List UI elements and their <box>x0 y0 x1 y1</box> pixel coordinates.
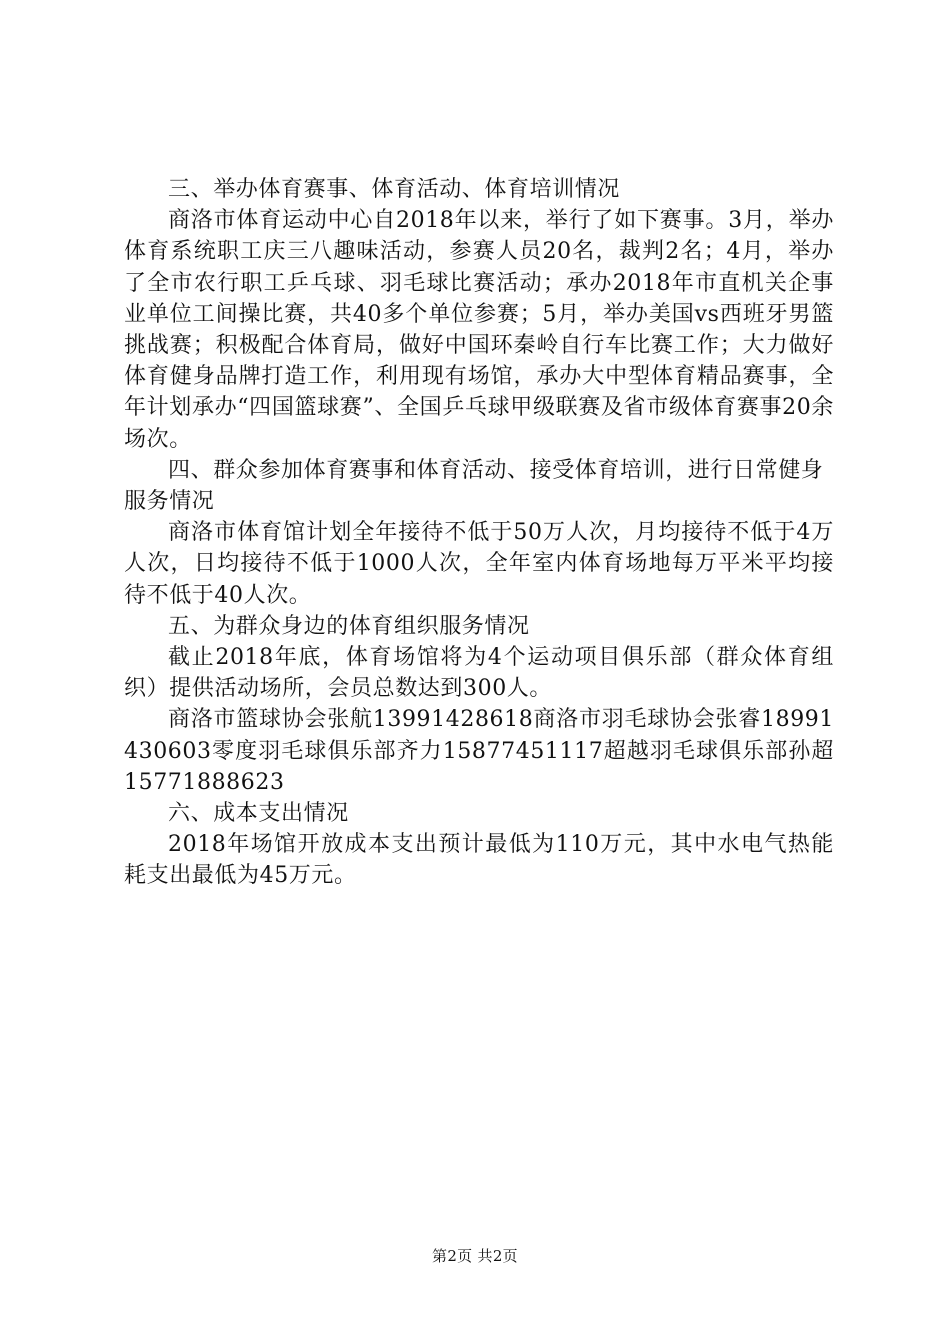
section-heading-organizations: 五、为群众身边的体育组织服务情况 <box>168 613 530 639</box>
paragraph-events: 商洛市体育运动中心自2018年以来，举行了如下赛事。3月，举办体育系统职工庆三八趣味活动，参赛人员20名，裁判2名；4月，举办了全市农行职工乒乓球、羽毛球比赛活动；承办2018年市直机关企事业单位工间操比赛，共40多个单位参赛；5月，举办美国vs西班牙男篮挑战赛；积极配合体育局，做好中国环秦岭自行车比赛工作；大力做好体育健身品牌打造工作，利用现有场馆，承办大中型体育精品赛事，全年计划承办“四国篮球赛”、全国乒乓球甲级联赛及省市级体育赛事20余场次。 <box>124 208 834 452</box>
document-body <box>124 174 834 892</box>
page-number-footer: 第2页 共2页 <box>432 1247 518 1265</box>
paragraph-organizations: 截止2018年底，体育场馆将为4个运动项目俱乐部（群众体育组织）提供活动场所，会员总数达到300人。 <box>124 645 834 702</box>
paragraph-costs: 2018年场馆开放成本支出预计最低为110万元，其中水电气热能耗支出最低为45万元。 <box>124 832 834 889</box>
section-heading-events: 三、举办体育赛事、体育活动、体育培训情况 <box>168 177 621 202</box>
paragraph-contacts: 商洛市篮球协会张航13991428618商洛市羽毛球协会张睿18991430603零度羽毛球俱乐部齐力15877451117超越羽毛球俱乐部孙超15771888623 <box>124 707 834 795</box>
section-heading-costs: 六、成本支出情况 <box>168 801 349 827</box>
section-heading-participation: 四、群众参加体育赛事和体育活动、接受体育培训，进行日常健身服务情况 <box>124 457 824 515</box>
paragraph-participation: 商洛市体育馆计划全年接待不低于50万人次，月均接待不低于4万人次，日均接待不低于1000人次，全年室内体育场地每万平米平均接待不低于40人次。 <box>124 520 834 608</box>
